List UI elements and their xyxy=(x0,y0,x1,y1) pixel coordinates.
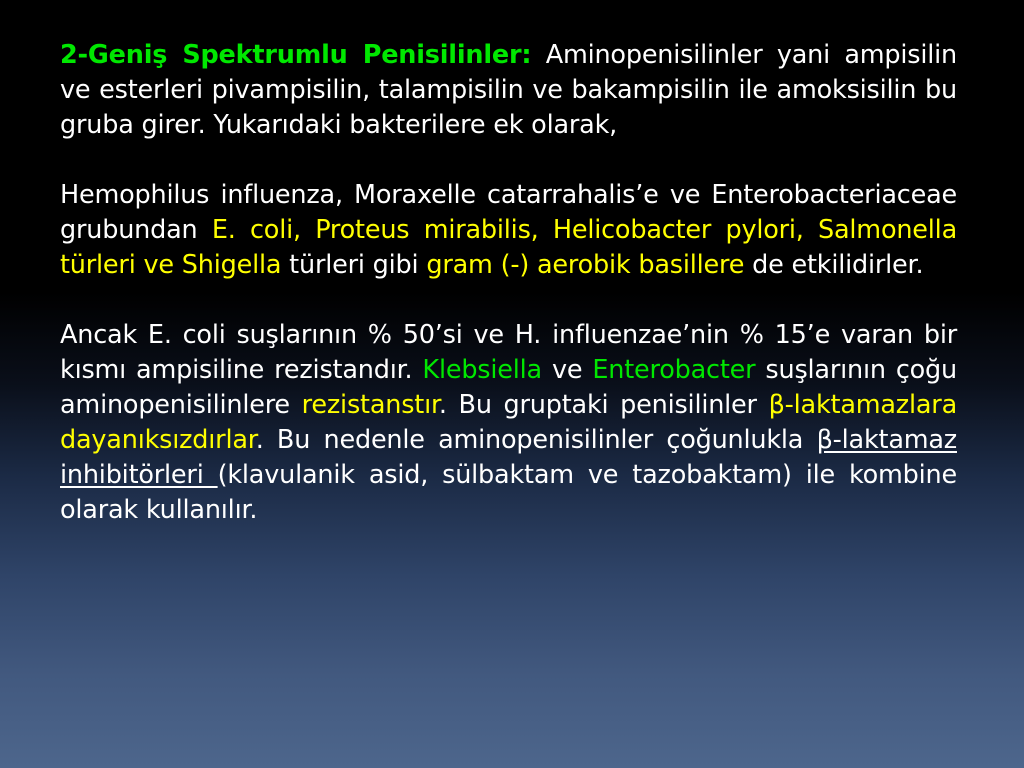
paragraph-text: ve xyxy=(541,355,593,385)
paragraph-text: suşlarının çoğu aminopenisilinlere xyxy=(60,355,957,420)
highlight-bacteria-list: E. coli, Proteus mirabilis, Helicobacter pylori, Salmonella türleri ve Shigella xyxy=(60,215,957,280)
highlight-klebsiella: Klebsiella xyxy=(422,355,542,385)
highlight-beta-lactamase-sensitive: β-laktamazlara dayanıksızdırlar xyxy=(60,390,958,455)
paragraph-text: de etkilidirler. xyxy=(744,250,924,280)
paragraph-text: . Bu gruptaki penisilinler xyxy=(438,390,769,420)
paragraph-text: türleri gibi xyxy=(281,250,427,280)
paragraph-text: . Bu nedenle aminopenisilinler çoğunlukla xyxy=(255,425,817,455)
paragraph-resistance xyxy=(60,318,957,528)
paragraph-text: (klavulanik asid, sülbaktam ve tazobaktam) ile kombine olarak kullanılır. xyxy=(60,460,958,525)
paragraph-bacteria xyxy=(60,178,957,283)
section-heading: 2-Geniş Spektrumlu Penisilinler: xyxy=(60,40,532,70)
slide-body xyxy=(60,38,957,758)
underlined-inhibitors: β-laktamaz inhibitörleri xyxy=(60,425,957,490)
paragraph-broad-spectrum xyxy=(60,38,957,143)
paragraph-text: Hemophilus influenza, Moraxelle catarrahalis’e ve Enterobacteriaceae grubundan xyxy=(60,180,957,245)
highlight-gram-negative: gram (-) aerobik basillere xyxy=(426,250,745,280)
paragraph-text: Aminopenisilinler yani ampisilin ve esterleri pivampisilin, talampisilin ve bakampisilin ile amoksisilin bu gruba girer. Yukarıdaki bakterilere ek olarak, xyxy=(60,40,957,140)
highlight-enterobacter: Enterobacter xyxy=(592,355,756,385)
paragraph-text: Ancak E. coli suşlarının % 50’si ve H. influenzae’nin % 15’e varan bir kısmı ampisiline rezistandır. xyxy=(60,320,957,385)
highlight-resistant: rezistanstır xyxy=(301,390,439,420)
